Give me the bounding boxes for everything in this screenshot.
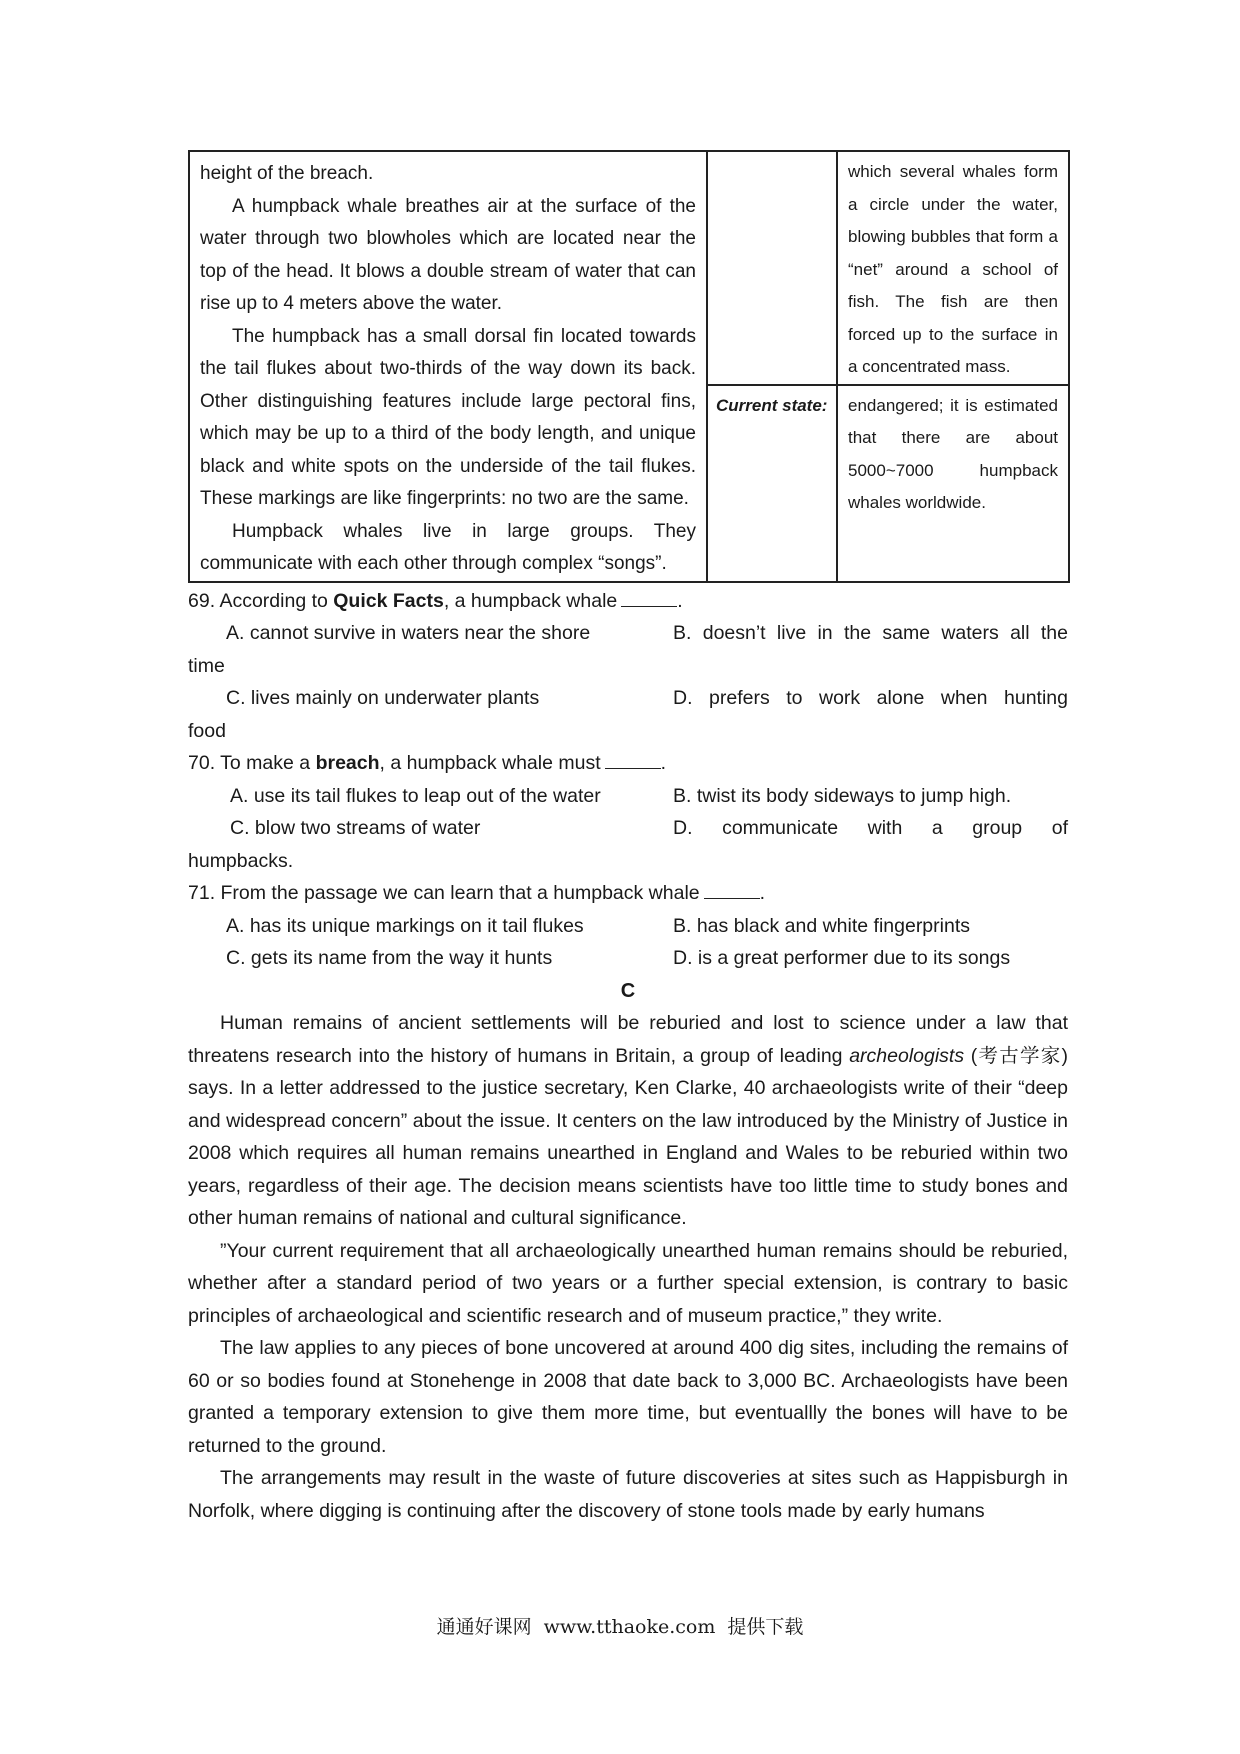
option-d: D. communicate with a group of bbox=[673, 817, 1068, 839]
facts-paragraph: The humpback has a small dorsal fin located towards the tail flukes about two-thirds of the way down its back. Other distinguishing features include large pectoral fins, which may be up to a third of the body length, and unique black and white spots on the underside of the tail flukes. These markings are like fingerprints: no two are the same. bbox=[200, 325, 696, 509]
option-b: B. has black and white fingerprints bbox=[673, 914, 970, 937]
facts-paragraph: A humpback whale breathes air at the surface of the water through two blowholes which are located near the top of the head. It blows a double stream of water that can rise up to 4 meters above the water. bbox=[200, 195, 696, 314]
option-c: C. blow two streams of water bbox=[230, 817, 481, 839]
option-b: B. twist its body sideways to jump high. bbox=[673, 784, 1012, 807]
option-a: A. has its unique markings on it tail flukes bbox=[226, 914, 584, 937]
option-d: D. is a great performer due to its songs bbox=[673, 947, 1011, 969]
stem-text: , a humpback whale bbox=[443, 589, 618, 612]
footer-download-text: 提供下载 bbox=[727, 1616, 804, 1638]
option-row bbox=[188, 942, 1068, 975]
stem-text: , a humpback whale must bbox=[379, 752, 601, 774]
option-row bbox=[188, 812, 1068, 845]
question-69 bbox=[188, 585, 1068, 748]
current-state-info-cell bbox=[837, 385, 1069, 582]
quick-facts-table bbox=[188, 150, 1070, 583]
section-c-title: C bbox=[620, 979, 636, 1002]
question-stem bbox=[188, 585, 1068, 618]
option-a: A. cannot survive in waters near the shore bbox=[226, 622, 591, 644]
stem-end: . bbox=[759, 882, 766, 904]
page-content bbox=[188, 150, 1068, 1527]
question-stem bbox=[188, 877, 1068, 910]
passage-italic-term: archeologists bbox=[849, 1044, 965, 1067]
current-state-label: Current state: bbox=[716, 395, 828, 415]
footer-url[interactable]: www.tthaoke.com bbox=[543, 1616, 716, 1638]
answer-blank bbox=[704, 878, 760, 899]
option-c: C. lives mainly on underwater plants bbox=[226, 687, 540, 709]
option-c: C. gets its name from the way it hunts bbox=[226, 947, 553, 969]
question-71 bbox=[188, 877, 1068, 975]
footer-site-name: 通通好课网 bbox=[436, 1616, 532, 1638]
page-footer bbox=[0, 1612, 1240, 1639]
stem-text: 70. To make a bbox=[188, 752, 316, 774]
option-row bbox=[188, 682, 1068, 715]
section-c-passage bbox=[188, 1007, 1068, 1527]
facts-paragraph: height of the breach. bbox=[200, 163, 374, 184]
passage-text: Human remains of ancient settlements will be reburied and lost to science under a law that threatens research into the history of humans in Britain, a group of leading bbox=[188, 1012, 1068, 1067]
current-state-text: endangered; it is estimated that there are about 5000~7000 humpback whales worldwide. bbox=[848, 395, 1058, 512]
stem-text: 71. From the passage we can learn that a humpback whale bbox=[188, 882, 700, 904]
option-row bbox=[188, 910, 1068, 943]
current-state-label-cell bbox=[707, 385, 837, 582]
stem-bold-text: Quick Facts bbox=[333, 589, 444, 612]
hunting-info-text: which several whales form a circle under the water, blowing bubbles that form a “net” around a school of fish. The fish are then forced up to the surface in a concentrated mass. bbox=[848, 162, 1058, 376]
option-a: A. use its tail flukes to leap out of the water bbox=[230, 784, 601, 807]
facts-info-cell-hunting bbox=[837, 151, 1069, 385]
questions-section bbox=[188, 585, 1068, 975]
facts-main-cell bbox=[189, 151, 707, 582]
option-d: D. prefers to work alone when hunting bbox=[673, 687, 1068, 709]
stem-text: 69. According to bbox=[188, 589, 334, 612]
question-stem bbox=[188, 747, 1068, 780]
stem-end: . bbox=[660, 752, 667, 774]
question-70 bbox=[188, 747, 1068, 877]
option-wrap: time bbox=[188, 654, 225, 677]
option-wrap: humpbacks. bbox=[188, 849, 294, 872]
facts-label-cell-empty bbox=[707, 151, 837, 385]
stem-end: . bbox=[677, 589, 683, 612]
passage-paragraph-4: The arrangements may result in the waste of future discoveries at sites such as Happisburgh in Norfolk, where digging is continuing after the discovery of stone tools made by early humans bbox=[188, 1467, 1068, 1522]
facts-paragraph: Humpback whales live in large groups. They communicate with each other through complex “songs”. bbox=[200, 520, 696, 574]
answer-blank bbox=[605, 748, 661, 769]
stem-bold-text: breach bbox=[315, 752, 380, 774]
passage-paragraph-3: The law applies to any pieces of bone uncovered at around 400 dig sites, including the remains of 60 or so bodies found at Stonehenge in 2008 that date back to 3,000 BC. Archaeologists have been granted a temporary extension to give them more time, but eventuallly the bones will have to be returned to the ground. bbox=[188, 1337, 1068, 1457]
passage-paragraph-1 bbox=[188, 1007, 1068, 1235]
passage-text: (考古学家) says. In a letter addressed to the justice secretary, Ken Clarke, 40 archaeologists write of their “deep and widespread concern” about the issue. It centers on the law introduced by the Ministry of Justice in 2008 which requires all human remains unearthed in England and Wales to be reburied within two years, regardless of their age. The decision means scientists have too little time to study bones and other human remains of national and cultural significance. bbox=[188, 1044, 1068, 1229]
answer-blank bbox=[621, 586, 677, 607]
option-row bbox=[188, 617, 1068, 650]
passage-paragraph-2: ”Your current requirement that all archaeologically unearthed human remains should be reburied, whether after a standard period of two years or a further special extension, is contrary to basic principles of archaeological and scientific research and of museum practice,” they write. bbox=[188, 1239, 1068, 1327]
option-b: B. doesn’t live in the same waters all the bbox=[673, 622, 1068, 644]
option-row bbox=[188, 780, 1068, 813]
option-wrap: food bbox=[188, 719, 226, 742]
